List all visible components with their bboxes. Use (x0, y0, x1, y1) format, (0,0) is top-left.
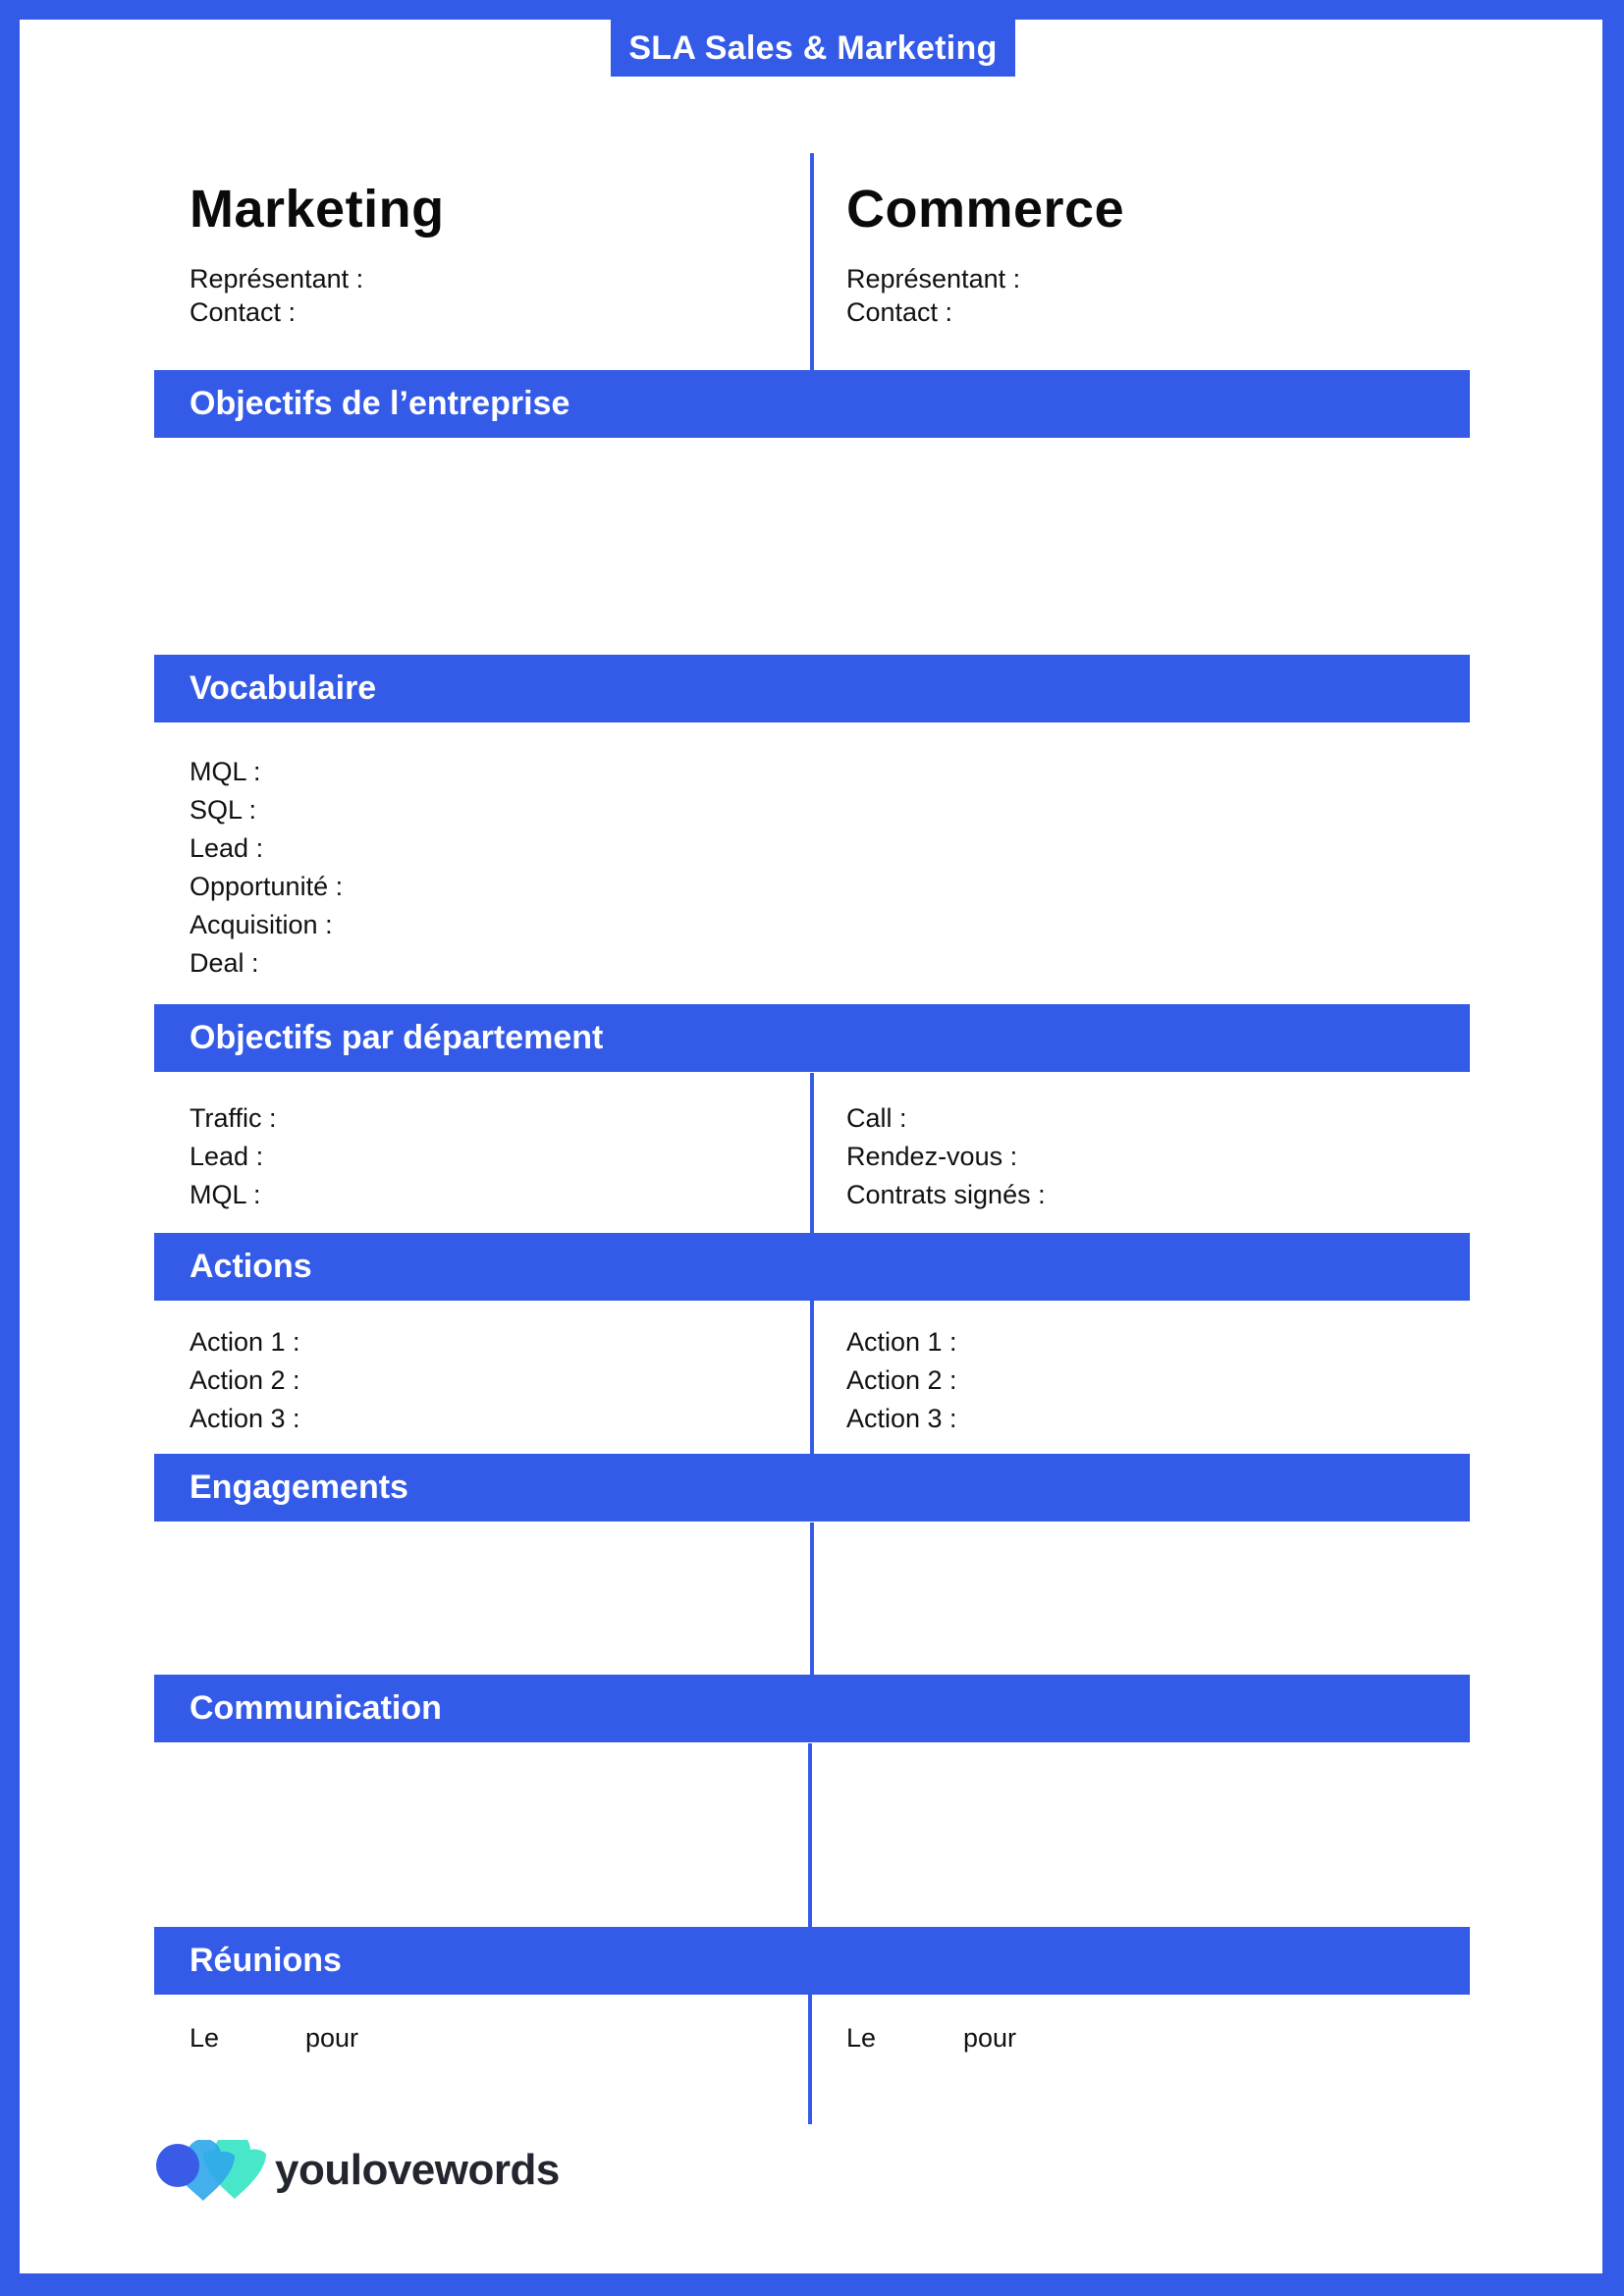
list-item: Rendez-vous : (846, 1142, 1018, 1171)
section-objectifs-departement: Objectifs par département (154, 1004, 1470, 1072)
marketing-representant-label: Représentant : (189, 264, 364, 294)
objectifs-commerce-list (846, 1099, 1046, 1214)
list-item: Action 3 : (846, 1404, 957, 1433)
column-divider-reunions (808, 1995, 812, 2124)
actions-marketing-list (189, 1323, 300, 1438)
list-item: Action 3 : (189, 1404, 300, 1433)
marketing-contact-block (189, 262, 363, 329)
list-item: Contrats signés : (846, 1180, 1046, 1209)
reunions-marketing-pour: pour (305, 2023, 359, 2053)
column-divider-objectifs (810, 1073, 814, 1233)
marketing-heading: Marketing (189, 180, 445, 239)
objectifs-marketing-list (189, 1099, 277, 1214)
column-divider-actions (810, 1301, 814, 1455)
actions-commerce-list (846, 1323, 957, 1438)
section-engagements: Engagements (154, 1454, 1470, 1522)
section-reunions: Réunions (154, 1927, 1470, 1995)
column-divider-communication (808, 1743, 812, 1927)
list-item: Action 1 : (189, 1327, 300, 1357)
list-item: Action 2 : (846, 1365, 957, 1395)
section-vocabulaire: Vocabulaire (154, 655, 1470, 722)
list-item: Deal : (189, 948, 259, 978)
list-item: Opportunité : (189, 872, 344, 901)
list-item: MQL : (189, 757, 261, 786)
list-item: Lead : (189, 833, 264, 863)
list-item: MQL : (189, 1180, 261, 1209)
list-item: Action 2 : (189, 1365, 300, 1395)
list-item: Lead : (189, 1142, 264, 1171)
list-item: SQL : (189, 795, 257, 825)
column-divider-top (810, 153, 814, 371)
section-actions: Actions (154, 1233, 1470, 1301)
marketing-contact-label: Contact : (189, 297, 297, 327)
commerce-contact-block (846, 262, 1020, 329)
heart-blue-shape (156, 2144, 199, 2187)
commerce-contact-label: Contact : (846, 297, 953, 327)
list-item: Call : (846, 1103, 907, 1133)
section-objectifs-entreprise: Objectifs de l’entreprise (154, 370, 1470, 438)
commerce-heading: Commerce (846, 180, 1125, 239)
reunions-commerce-pour: pour (963, 2023, 1017, 2053)
hearts-icon (154, 2140, 268, 2211)
vocabulaire-list (189, 753, 343, 983)
list-item: Acquisition : (189, 910, 333, 939)
reunions-commerce-le: Le (846, 2023, 877, 2053)
column-divider-engagements (810, 1522, 814, 1676)
list-item: Action 1 : (846, 1327, 957, 1357)
document-title: SLA Sales & Marketing (611, 20, 1015, 77)
logo-wordmark: youlovewords (275, 2146, 560, 2194)
list-item: Traffic : (189, 1103, 277, 1133)
commerce-representant-label: Représentant : (846, 264, 1021, 294)
section-communication: Communication (154, 1675, 1470, 1742)
reunions-marketing-le: Le (189, 2023, 220, 2053)
